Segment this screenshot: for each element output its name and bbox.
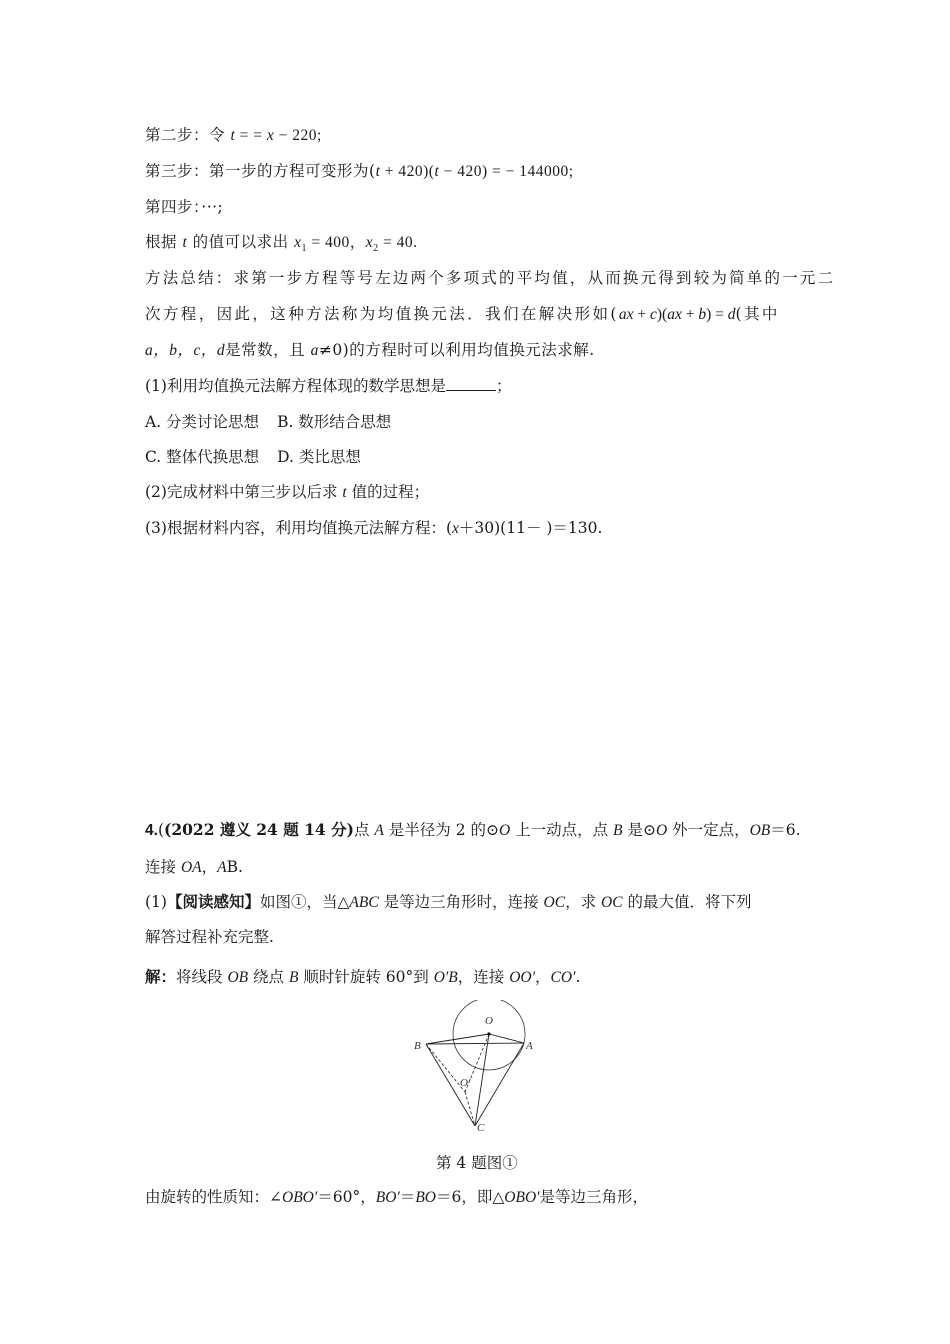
vars: a，b，c，d: [145, 342, 226, 359]
var: b: [698, 306, 707, 323]
text: 解答过程补充完整.: [145, 928, 274, 946]
text: + 420)(: [380, 163, 435, 180]
var: OC: [543, 894, 566, 911]
final-line: [145, 1186, 648, 1209]
text: 连接: [145, 858, 181, 876]
option-b[interactable]: B. 数形结合思想: [277, 413, 392, 431]
label-b: B: [414, 1040, 421, 1052]
label-c: C: [477, 1122, 485, 1134]
var: a: [310, 342, 319, 359]
var: O: [498, 822, 511, 839]
segment-oa: [489, 1034, 524, 1043]
var-t: t: [375, 163, 381, 180]
label-o-prime: O′: [460, 1077, 471, 1089]
segment-bo: [426, 1034, 489, 1044]
segment-ac: [475, 1043, 524, 1126]
result-line: [145, 231, 418, 260]
segment-oc: [475, 1034, 489, 1126]
problem4-part1: [145, 891, 752, 914]
text: 是⊙: [622, 821, 656, 839]
text: 绕点: [248, 968, 289, 986]
step-label: 第三步：: [145, 162, 210, 180]
text: = =: [235, 127, 267, 144]
text: 外一定点，: [667, 821, 750, 839]
var-x1: x: [294, 234, 302, 251]
var: OO′: [509, 969, 535, 986]
var: B: [288, 969, 299, 986]
question-3: [145, 517, 602, 540]
var: OB: [227, 969, 249, 986]
text: 方法总结：求第一步方程等号左边两个多项式的平均值，从而换元得到较为简单的一元二: [145, 269, 836, 287]
options-row-1: [145, 411, 391, 433]
text: ＝6，即△: [435, 1188, 505, 1206]
summary-line-1: [145, 267, 835, 289]
segment-ba: [426, 1043, 524, 1044]
text: − 420) = − 144000;: [439, 163, 574, 180]
source-text: (2022 遵义 24 题 14 分): [164, 820, 354, 839]
text: = 40.: [378, 234, 418, 251]
text: 由旋转的性质知：∠: [145, 1188, 282, 1206]
question-1: [145, 375, 511, 397]
text: ＝6.: [770, 821, 801, 839]
var: O′B: [433, 969, 458, 986]
problem4-line1: [145, 819, 801, 842]
point-o: [487, 1032, 490, 1035]
subscript: 2: [373, 243, 379, 255]
text: 令: [209, 126, 231, 144]
var: A: [374, 822, 384, 839]
text: ≠0)的方程时可以利用均值换元法求解.: [318, 341, 595, 359]
step-label: 第四步：: [145, 198, 202, 216]
problem4-line2: [145, 856, 243, 879]
var: OB: [749, 822, 771, 839]
text: ，: [201, 858, 218, 876]
text: .: [575, 968, 581, 986]
var: B: [613, 822, 623, 839]
problem4-part1-line2: [145, 926, 274, 948]
text: +: [633, 306, 650, 323]
text: ；: [495, 377, 512, 395]
text: 将线段: [176, 968, 228, 986]
step3-line: [145, 160, 574, 183]
option-a[interactable]: A. 分类讨论思想: [145, 413, 260, 431]
summary-line-3: [145, 339, 595, 362]
var-x2: x: [365, 234, 374, 251]
problem-number: 4.: [145, 822, 158, 839]
var: CO′: [550, 969, 576, 986]
geometry-figure: [405, 1000, 550, 1140]
text: ···;: [201, 198, 224, 216]
var: ax: [618, 306, 634, 323]
summary-line-2: [145, 303, 780, 326]
text: = 400，: [307, 234, 366, 251]
text: +: [681, 306, 699, 323]
text: (2)完成材料中第三步以后求: [145, 483, 343, 501]
var-t: t: [342, 484, 347, 501]
var: c: [650, 306, 657, 323]
solution-label: 解：: [145, 967, 177, 986]
var: BO: [415, 1189, 436, 1206]
solution-line: [145, 966, 580, 989]
text: 值的过程；: [346, 483, 430, 501]
part-number: (1): [145, 893, 167, 911]
text: ，连接: [457, 968, 510, 986]
text: (1)利用均值换元法解方程体现的数学思想是: [145, 377, 446, 395]
var: d: [727, 306, 736, 323]
text: (其中: [735, 305, 780, 323]
answer-blank[interactable]: [446, 376, 496, 391]
text: 是常数，且: [225, 341, 311, 359]
step-label: 第二步：: [145, 126, 210, 144]
var-t: t: [182, 234, 188, 251]
var-t: t: [434, 163, 440, 180]
text: ＋30)(11－ )＝130.: [458, 519, 603, 537]
text: ，求: [565, 893, 602, 911]
text: 上一动点，点: [510, 821, 614, 839]
label-o: O: [485, 1015, 493, 1027]
text: ＝: [399, 1188, 416, 1206]
text: 根据: [145, 233, 183, 251]
step2-line: [145, 124, 322, 147]
text: 第一步的方程可变形为(: [209, 162, 376, 180]
segment-oprime-c: [465, 1092, 475, 1126]
var: OBO′: [282, 1189, 318, 1206]
figure-caption: 第 4 题图①: [436, 1154, 518, 1172]
option-d[interactable]: D. 类比思想: [277, 448, 361, 466]
option-c[interactable]: C. 整体代换思想: [145, 448, 260, 466]
text: 如图①，当△: [259, 893, 350, 911]
var: OA: [180, 859, 202, 876]
problem-source: ((2022 遵义 24 题 14 分): [157, 820, 354, 839]
text: ＝60°，: [317, 1188, 376, 1206]
var: BO′: [375, 1189, 400, 1206]
text: 是半径为 2 的⊙: [383, 821, 499, 839]
text: 是等边三角形时，连接: [378, 893, 544, 911]
text: 次方程，因此，这种方法称为均值换元法．我们在解决形如(: [145, 305, 619, 323]
section-tag: 【阅读感知】: [166, 892, 260, 911]
text: ，: [535, 968, 551, 986]
question-2: [145, 481, 429, 504]
text: 的值可以求出: [187, 233, 295, 251]
var: ABC: [349, 894, 379, 911]
subscript: 1: [301, 243, 307, 255]
var: O: [655, 822, 668, 839]
text: )(: [656, 306, 668, 323]
text: 点: [353, 821, 375, 839]
options-row-2: [145, 446, 361, 468]
text: 是等边三角形，: [539, 1188, 649, 1206]
step4-line: [145, 196, 223, 218]
text: ) =: [706, 306, 728, 323]
var-x: x: [266, 127, 275, 144]
text: 顺时针旋转 60°到: [298, 968, 434, 986]
var: A: [217, 859, 227, 876]
text: − 220;: [274, 127, 322, 144]
var: OBO′: [504, 1189, 540, 1206]
text: 的最大值．将下列: [622, 893, 752, 911]
var: ax: [667, 306, 682, 323]
text: B.: [226, 858, 243, 876]
var-t: t: [230, 127, 236, 144]
var: OC: [601, 894, 623, 911]
var-x: x: [452, 520, 459, 537]
text: (3)根据材料内容，利用均值换元法解方程：(: [145, 519, 453, 537]
label-a: A: [526, 1040, 533, 1052]
